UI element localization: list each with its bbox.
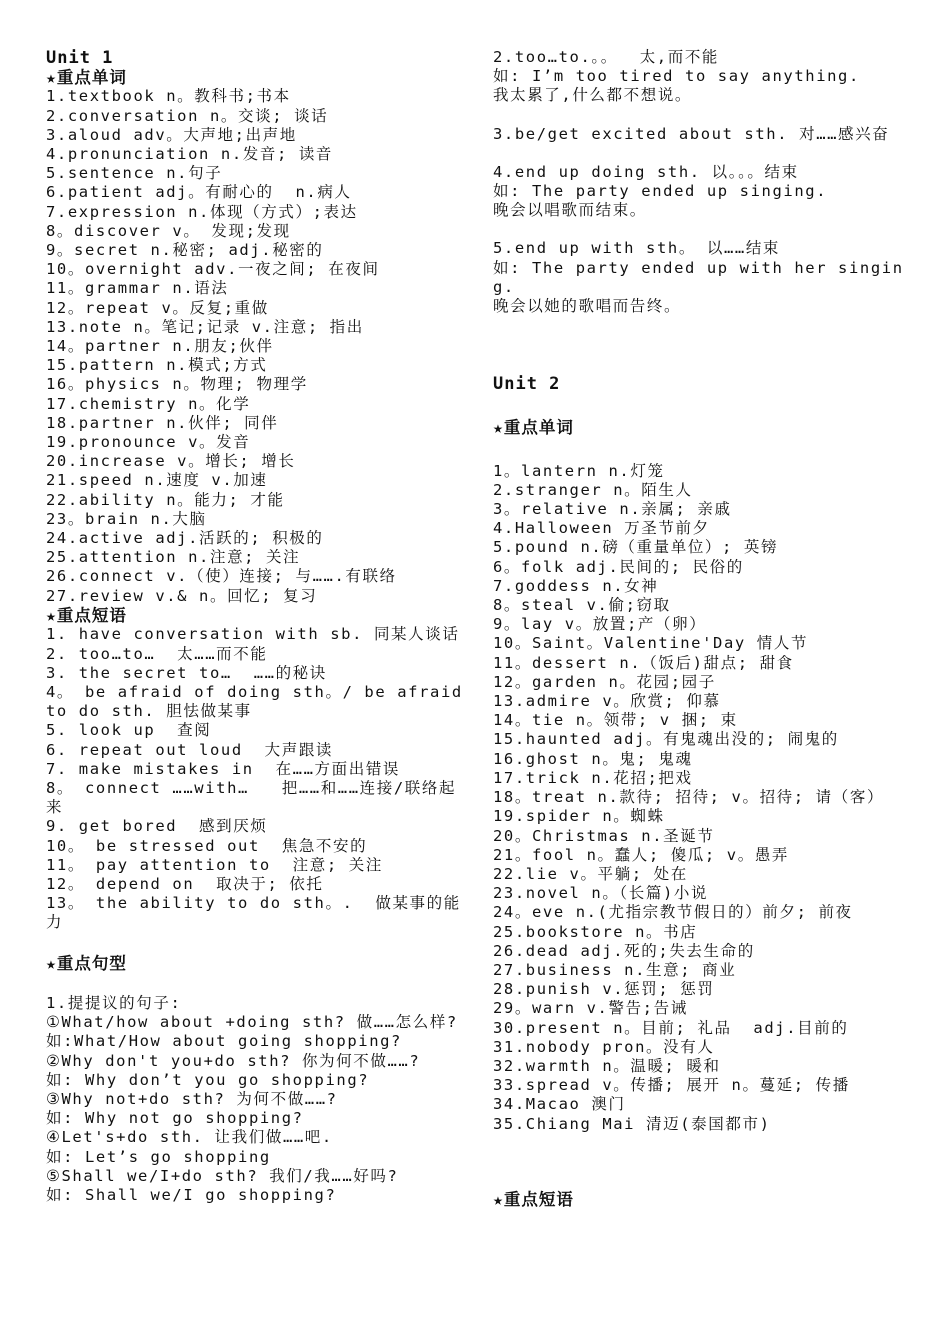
spacer [493,438,911,462]
unit-2-words-heading: ★重点单词 [493,418,574,438]
sentence-item: 如: Let’s go shopping [46,1147,271,1166]
word-item: 34.Macao 澳门 [493,1095,626,1114]
sentence-block [493,239,911,316]
word-item: 21。fool n。蠢人; 傻瓜; v。愚弄 [493,845,790,864]
phrase-item: 10。 be stressed out 焦急不安的 [46,836,368,855]
phrase-item: 1. have conversation with sb. 同某人谈话 [46,625,460,644]
word-item: 5.sentence n.句子 [46,164,223,183]
unit-1-phrase-list [46,625,474,932]
word-item: 26.connect v.（使）连接; 与…….有联络 [46,567,397,586]
key-words-heading: ★重点单词 [46,68,127,87]
word-item: 2.stranger n。陌生人 [493,480,693,499]
word-item: 16.ghost n。鬼; 鬼魂 [493,749,693,768]
word-item: 9。secret n.秘密; adj.秘密的 [46,241,324,260]
word-item: 18。treat n.款待; 招待; v。招待; 请（客） [493,788,885,807]
left-column [46,48,474,1205]
word-item: 12。garden n。花园;园子 [493,672,716,691]
right-column [493,48,911,1209]
sentence-line: 晚会以唱歌而结束。 [493,201,647,220]
spacer [493,1134,911,1190]
word-item: 18.partner n.伙伴; 同伴 [46,413,279,432]
word-item: 10。Saint。Valentine'Day 情人节 [493,634,809,653]
word-item: 14。partner n.朋友;伙伴 [46,337,274,356]
phrase-item: 6. repeat out loud 大声跟读 [46,740,334,759]
sentence-line: 4.end up doing sth. 以。。。结束 [493,162,799,181]
sentence-item: 如: Shall we/I go shopping? [46,1185,337,1204]
word-item: 27.review v.& n。回忆; 复习 [46,586,318,605]
word-item: 28.punish v.惩罚; 惩罚 [493,980,715,999]
key-phrases-heading: ★重点短语 [46,605,127,625]
word-item: 10。overnight adv.一夜之间; 在夜间 [46,260,380,279]
sentence-block [493,125,911,144]
sentence-line: 如: The party ended up singing. [493,182,828,201]
word-item: 6.patient adj。有耐心的 n.病人 [46,183,352,202]
sentence-item: 如: Why not go shopping? [46,1109,304,1128]
unit-1-title: Unit 1 [46,48,114,68]
word-item: 11。dessert n.（饭后)甜点; 甜食 [493,653,794,672]
word-item: 23。brain n.大脑 [46,509,207,528]
phrase-item: 7. make mistakes in 在……方面出错误 [46,759,401,778]
word-item: 22.lie v。平躺; 处在 [493,864,688,883]
word-item: 17.trick n.花招;把戏 [493,768,693,787]
word-item: 30.present n。目前; 礼品 adj.目前的 [493,1018,849,1037]
word-item: 8。discover v。 发现;发现 [46,221,291,240]
sentence-line: 晚会以她的歌唱而告终。 [493,297,682,316]
unit-2-phrases-heading: ★重点短语 [493,1189,574,1209]
sentence-line: 我太累了,什么都不想说。 [493,86,693,105]
word-item: 24.active adj.活跃的; 积极的 [46,529,324,548]
sentence-line: 5.end up with sth。 以……结束 [493,239,781,258]
spacer [493,144,911,163]
word-item: 4.Halloween 万圣节前夕 [493,519,710,538]
word-item: 20。Christmas n.圣诞节 [493,826,715,845]
unit-2-title: Unit 2 [493,374,561,395]
spacer [46,973,464,994]
word-item: 35.Chiang Mai 清迈(泰国都市) [493,1114,771,1133]
phrase-item: 12。 depend on 取决于; 依托 [46,874,324,893]
word-item: 19.spider n。蜘蛛 [493,807,665,826]
word-item: 15.pattern n.模式;方式 [46,356,268,375]
phrase-item: 5. look up 查阅 [46,721,212,740]
word-item: 13.note n。笔记;记录 v.注意; 指出 [46,317,364,336]
word-item: 23.novel n。（长篇)小说 [493,884,709,903]
word-item: 6。folk adj.民间的; 民俗的 [493,557,744,576]
spacer [493,106,911,125]
word-item: 3。relative n.亲属; 亲戚 [493,500,732,519]
word-item: 27.business n.生意; 商业 [493,960,737,979]
phrase-item: 13。 the ability to do sth。. 做某事的能力 [46,894,461,932]
sentence-line: 3.be/get excited about sth. 对……感兴奋 [493,124,890,143]
word-item: 20.increase v。增长; 增长 [46,452,296,471]
phrase-item: 8。 connect ……with… 把……和……连接/联络起来 [46,778,457,817]
phrase-item: 9. get bored 感到厌烦 [46,817,268,836]
word-item: 16。physics n。物理; 物理学 [46,375,308,394]
phrase-item: 3. the secret to… ……的秘诀 [46,663,327,682]
sentence-line: 如: I’m too tired to say anything. [493,67,860,86]
sentence-line: 2.too…to.。。 太,而不能 [493,48,720,66]
phrase-item: 2. too…to… 太……而不能 [46,644,268,663]
word-item: 3.aloud adv。大声地;出声地 [46,125,297,144]
word-item: 15.haunted adj。有鬼魂出没的; 闹鬼的 [493,730,839,749]
word-item: 32.warmth n。温暖; 暖和 [493,1056,721,1075]
spacer [493,394,911,418]
word-item: 9。lay v。放置;产（卵） [493,615,707,634]
sentence-block [493,48,911,106]
sentence-item: 如: Why don’t you go shopping? [46,1070,370,1089]
word-item: 4.pronunciation n.发音; 读音 [46,145,334,164]
word-item: 19.pronounce v。发音 [46,433,251,452]
word-item: 14。tie n。领带; v 捆; 束 [493,711,738,730]
word-item: 24。eve n.(尤指宗教节假日的）前夕; 前夜 [493,903,853,922]
sentence-item: 如:What/How about going shopping? [46,1032,402,1051]
word-item: 21.speed n.速度 v.加速 [46,471,268,490]
sentence-item: ②Why don't you+do sth? 你为何不做……? [46,1051,421,1070]
word-item: 5.pound n.磅（重量单位）; 英镑 [493,538,779,557]
word-item: 8。steal v.偷;窃取 [493,596,671,615]
word-item: 25.attention n.注意; 关注 [46,548,301,567]
spacer [46,933,464,954]
sentence-line: 如: The party ended up with her singing. [493,258,904,296]
word-item: 1.textbook n。教科书;书本 [46,87,291,106]
spacer [493,316,911,374]
spacer [493,220,911,239]
sentence-item: ①What/how about +doing sth? 做……怎么样? [46,1013,458,1032]
unit-1-word-list [46,87,464,605]
key-sentences-heading: ★重点句型 [46,953,127,973]
word-item: 7.expression n.体现（方式）;表达 [46,202,358,221]
word-item: 7.goddess n.女神 [493,576,659,595]
unit-2-word-list [493,462,911,1134]
word-item: 12。repeat v。反复;重做 [46,298,269,317]
sentence-item: ⑤Shall we/I+do sth? 我们/我……好吗? [46,1166,399,1185]
word-item: 31.nobody pron。没有人 [493,1037,715,1056]
word-item: 13.admire v。欣赏; 仰慕 [493,692,721,711]
word-item: 22.ability n。能力; 才能 [46,490,285,509]
sentence-item: ③Why not+do sth? 为何不做……? [46,1089,338,1108]
word-item: 29。warn v.警告;告诫 [493,999,688,1018]
word-item: 17.chemistry n。化学 [46,394,251,413]
sentence-item: 1.提提议的句子: [46,993,182,1012]
phrase-item: 4。 be afraid of doing sth。/ be afraid to do sth. 胆怯做某事 [46,682,474,721]
word-item: 2.conversation n。交谈; 谈话 [46,106,329,125]
sentence-item: ④Let's+do sth. 让我们做……吧. [46,1128,333,1147]
phrase-item: 11。 pay attention to 注意; 关注 [46,855,383,874]
word-item: 33.spread v。传播; 展开 n。蔓延; 传播 [493,1076,850,1095]
unit-1-sentence-list [46,994,464,1205]
sentence-block [493,163,911,221]
word-item: 25.bookstore n。书店 [493,922,698,941]
unit-1-sentence-continued [493,48,911,316]
word-item: 11。grammar n.语法 [46,279,229,298]
word-item: 1。lantern n.灯笼 [493,461,665,480]
word-item: 26.dead adj.死的;失去生命的 [493,941,755,960]
